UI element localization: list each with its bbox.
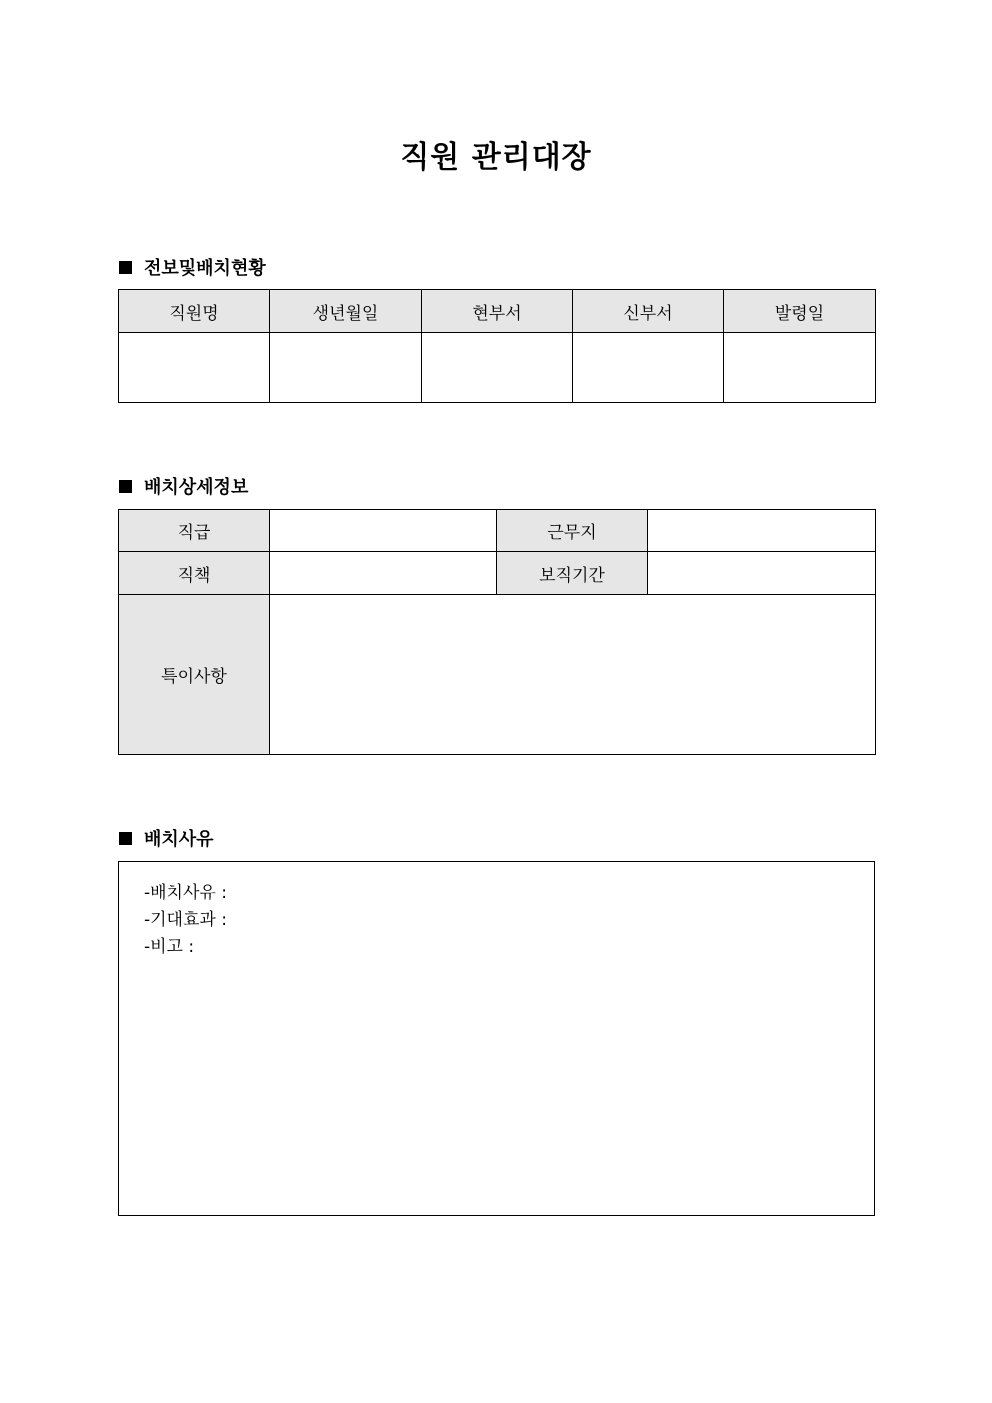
placement-detail-table (118, 509, 876, 755)
position-label: 직책 (119, 552, 270, 595)
square-bullet-icon (119, 832, 132, 845)
section-heading-label: 배치사유 (144, 829, 214, 850)
column-header-employee-name: 직원명 (119, 290, 270, 333)
reason-line-expected-effect: -기대효과 : (144, 910, 227, 930)
column-header-new-dept: 신부서 (573, 290, 724, 333)
section-heading-transfer-status (119, 254, 266, 280)
rank-value-cell[interactable] (270, 510, 497, 552)
transfer-status-table (118, 289, 876, 403)
column-header-current-dept: 현부서 (422, 290, 573, 333)
column-header-birthdate: 생년월일 (270, 290, 422, 333)
column-header-issue-date: 발령일 (724, 290, 876, 333)
cell-current-dept[interactable] (422, 333, 573, 403)
workplace-label: 근무지 (497, 510, 648, 552)
rank-label: 직급 (119, 510, 270, 552)
tenure-value-cell[interactable] (648, 552, 876, 595)
notes-value-cell[interactable] (270, 595, 876, 755)
cell-new-dept[interactable] (573, 333, 724, 403)
table-row (119, 552, 876, 595)
notes-label: 특이사항 (119, 595, 270, 755)
table-row (119, 510, 876, 552)
table-row (119, 333, 876, 403)
section-heading-placement-detail (119, 473, 248, 499)
cell-employee-name[interactable] (119, 333, 270, 403)
square-bullet-icon (119, 480, 132, 493)
table-header-row (119, 290, 876, 333)
square-bullet-icon (119, 261, 132, 274)
reason-line-remarks: -비고 : (144, 937, 195, 957)
cell-issue-date[interactable] (724, 333, 876, 403)
section-heading-label: 배치상세정보 (144, 477, 249, 498)
section-heading-placement-reason (119, 825, 214, 851)
placement-reason-box[interactable] (118, 861, 875, 1216)
tenure-label: 보직기간 (497, 552, 648, 595)
table-row (119, 595, 876, 755)
workplace-value-cell[interactable] (648, 510, 876, 552)
reason-lines (144, 880, 227, 961)
section-heading-label: 전보및배치현황 (144, 258, 266, 279)
position-value-cell[interactable] (270, 552, 497, 595)
reason-line-placement-reason: -배치사유 : (144, 883, 227, 903)
cell-birthdate[interactable] (270, 333, 422, 403)
page-title: 직원 관리대장 (400, 140, 592, 175)
